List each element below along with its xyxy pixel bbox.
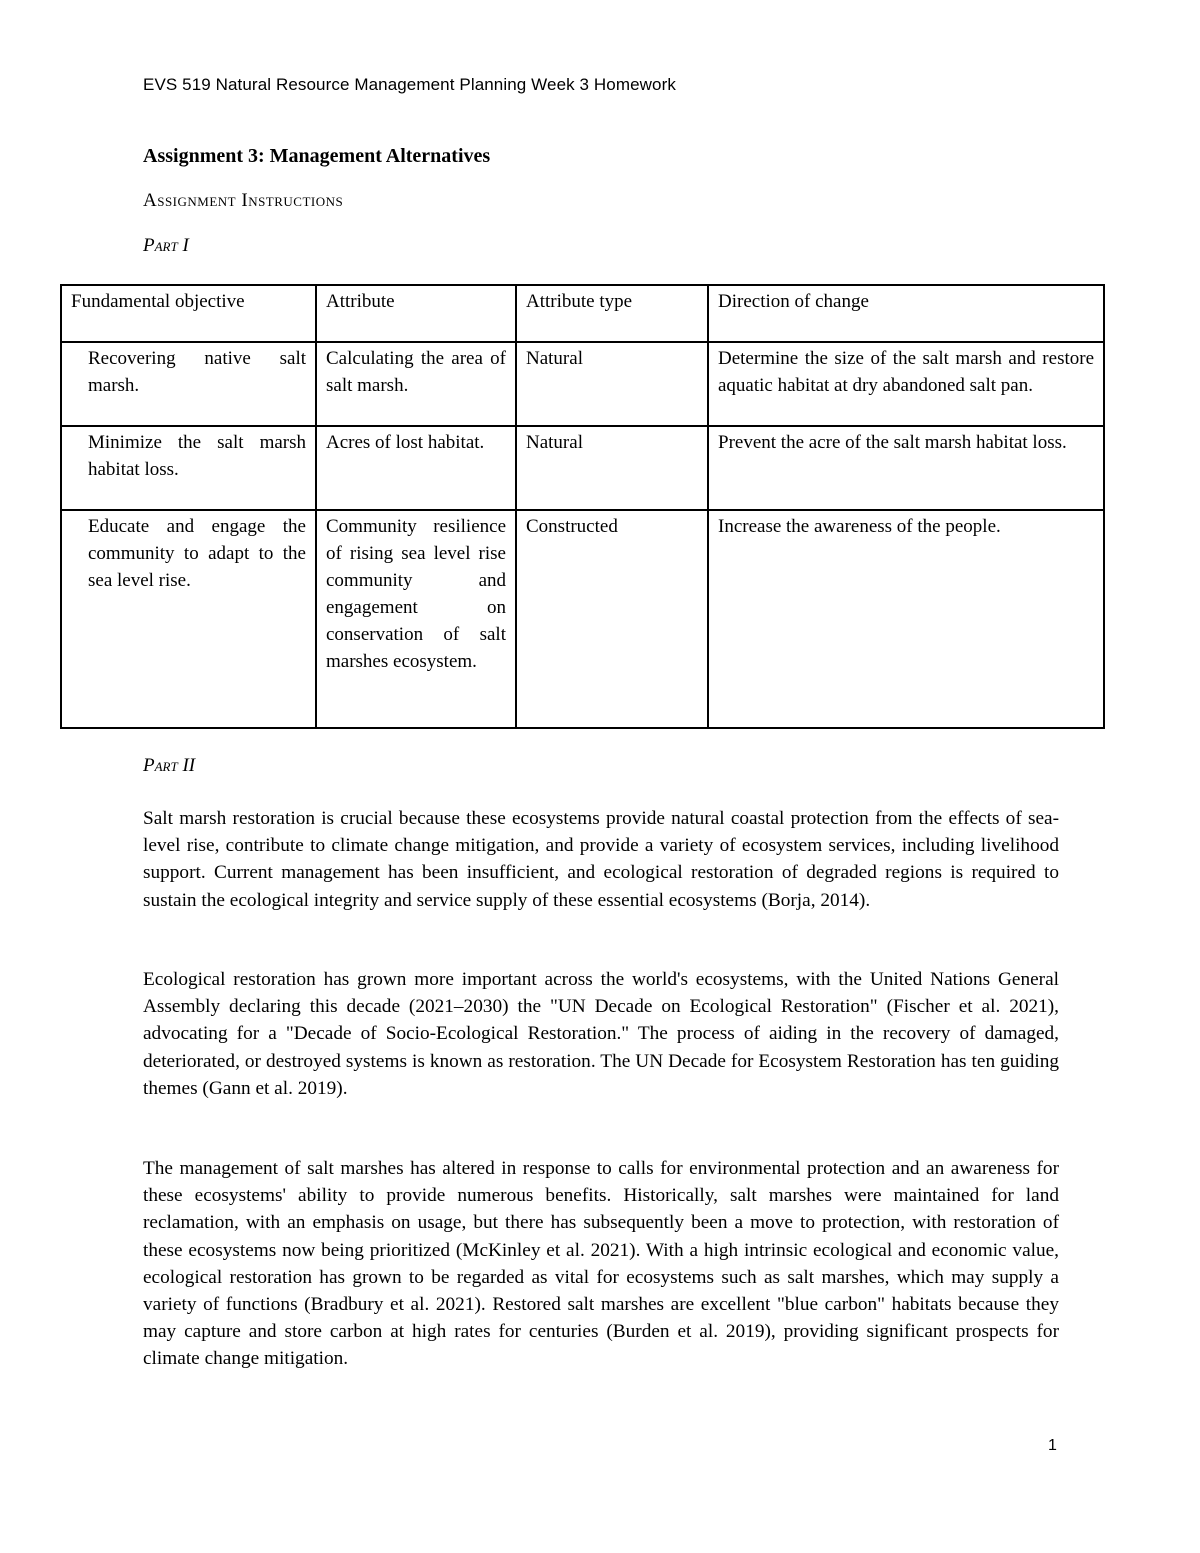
table-cell: Constructed <box>516 510 708 728</box>
part-one-label: Part I <box>143 235 189 256</box>
table-cell: Minimize the salt marsh habitat loss. <box>61 426 316 510</box>
table-row <box>61 510 1104 728</box>
table-cell: Determine the size of the salt marsh and restore aquatic habitat at dry abandoned salt pan. <box>708 342 1104 426</box>
assignment-title: Assignment 3: Management Alternatives <box>143 145 491 167</box>
table-cell: Recovering native salt marsh. <box>61 342 316 426</box>
table-row <box>61 342 1104 426</box>
table-cell: Increase the awareness of the people. <box>708 510 1104 728</box>
body-paragraph: Ecological restoration has grown more important across the world's ecosystems, with the United Nations General Assembly declaring this decade (2021–2030) the "UN Decade on Ecological Restoration" (Fischer et al. 2021), advocating for a "Decade of Socio-Ecological Restoration." The process of aiding in the recovery of damaged, deteriorated, or destroyed systems is known as restoration. The UN Decade for Ecosystem Restoration has ten guiding themes (Gann et al. 2019). <box>143 969 1059 1099</box>
table-cell: Educate and engage the community to adapt to the sea level rise. <box>61 510 316 728</box>
table-row <box>61 426 1104 510</box>
table-cell: Prevent the acre of the salt marsh habitat loss. <box>708 426 1104 510</box>
table-header-cell: Attribute type <box>516 285 708 342</box>
page-number: 1 <box>1048 1437 1057 1454</box>
table-header-cell: Attribute <box>316 285 516 342</box>
part-two-label: Part II <box>143 755 196 776</box>
body-paragraph: The management of salt marshes has altered in response to calls for environmental protection and an awareness for these ecosystems' ability to provide numerous benefits. Historically, salt marshes were maintained for land reclamation, with an emphasis on usage, but there has subsequently been a move to protection, with restoration of these ecosystems now being prioritized (McKinley et al. 2021). With a high intrinsic ecological and economic value, ecological restoration has grown to be regarded as vital for ecosystems such as salt marshes, which may supply a variety of functions (Bradbury et al. 2021). Restored salt marshes are excellent "blue carbon" habitats because they may capture and store carbon at high rates for centuries (Burden et al. 2019), providing significant prospects for climate change mitigation. <box>143 1158 1059 1370</box>
body-paragraph: Salt marsh restoration is crucial because these ecosystems provide natural coastal protection from the effects of sea-level rise, contribute to climate change mitigation, and provide a variety of ecosystem services, including livelihood support. Current management has been insufficient, and ecological restoration of degraded regions is required to sustain the ecological integrity and service supply of these essential ecosystems (Borja, 2014). <box>143 808 1059 911</box>
page-header: EVS 519 Natural Resource Management Planning Week 3 Homework <box>143 75 676 94</box>
section-heading: Assignment Instructions <box>143 190 344 211</box>
table-cell: Natural <box>516 342 708 426</box>
table-cell: Community resilience of rising sea level rise community and engagement on conservation of salt marshes ecosystem. <box>316 510 516 728</box>
objectives-table <box>60 284 1105 729</box>
table-header-row <box>61 285 1104 342</box>
table-cell: Calculating the area of salt marsh. <box>316 342 516 426</box>
table-header-cell: Direction of change <box>708 285 1104 342</box>
table-cell: Acres of lost habitat. <box>316 426 516 510</box>
table-header-cell: Fundamental objective <box>61 285 316 342</box>
table-cell: Natural <box>516 426 708 510</box>
